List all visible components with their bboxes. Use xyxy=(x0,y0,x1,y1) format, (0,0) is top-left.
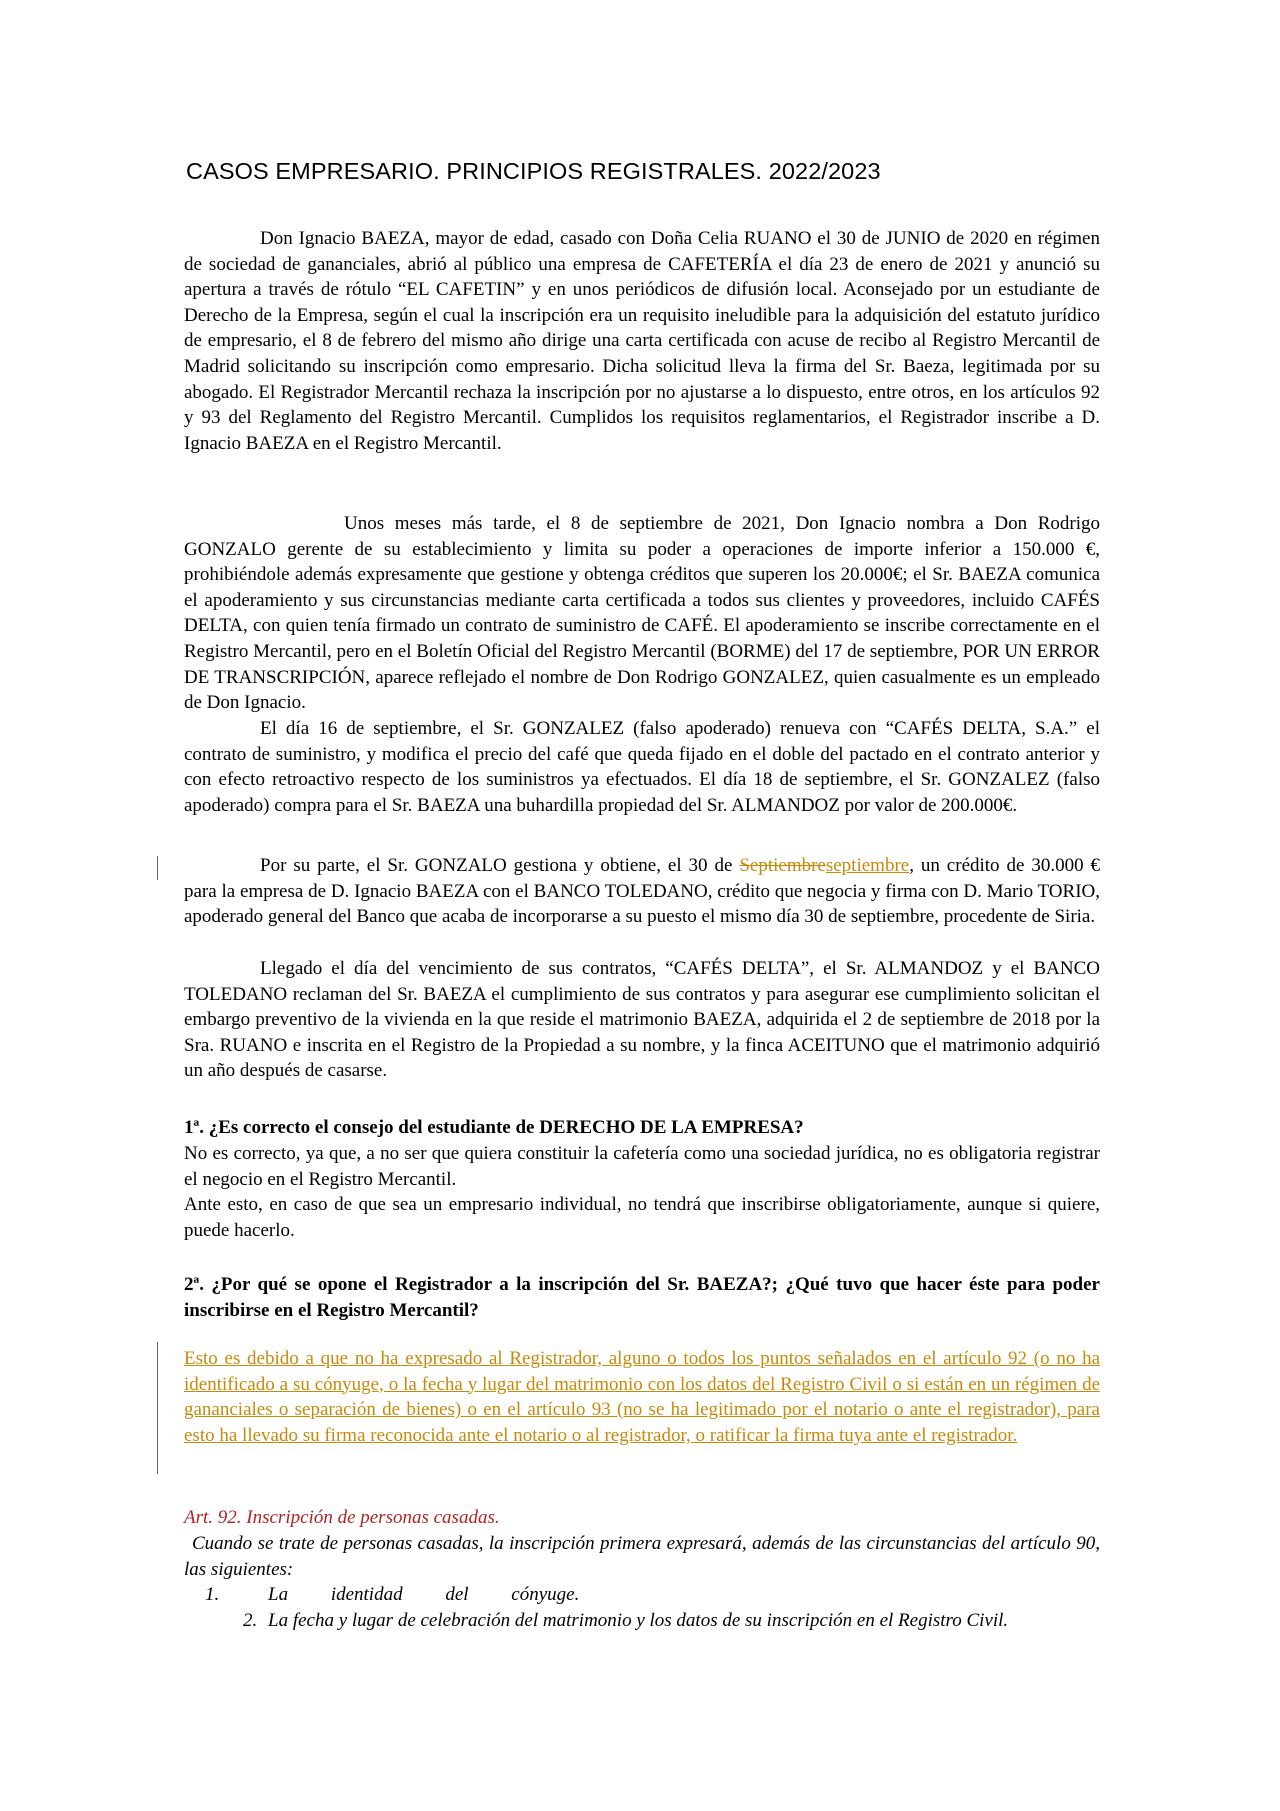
paragraph-credito-text-start: Por su parte, el Sr. GONZALO gestiona y obtiene, el 30 de xyxy=(260,855,740,876)
deleted-text: Septiembre xyxy=(739,855,826,876)
question-1: 1ª. ¿Es correcto el consejo del estudiante de DERECHO DE LA EMPRESA? xyxy=(184,1117,804,1138)
article-list xyxy=(184,1582,1178,1633)
paragraph-credito-text-end: , un crédito de 30.000 € para la empresa de D. Ignacio BAEZA con el BANCO TOLEDANO, crédito que negocia y firma con D. Mario TORIO, apoderado general del Banco que acaba de incorporarse a su puesto el mismo día 30 de septiembre, procedente de Siria. xyxy=(184,855,1101,928)
inserted-text: septiembre xyxy=(825,855,910,876)
paragraph-intro: Don Ignacio BAEZA, mayor de edad, casado con Doña Celia RUANO el 30 de JUNIO de 2020 en régimen de sociedad de gananciales, abrió al público una empresa de CAFETERÍA el día 23 de enero de 2021 y anunció su apertura a través de rótulo “EL CAFETIN” y en unos periódicos de difusión local. Aconsejado por un estudiante de Derecho de la Empresa, según el cual la inscripción era un requisito ineludible para la adquisición del estatuto jurídico de empresario, el 8 de febrero del mismo año dirige una carta certificada con acuse de recibo al Registro Mercantil de Madrid solicitando su inscripción como empresario. Dicha solicitud lleva la firma del Sr. Baeza, legitimada por su abogado. El Registrador Mercantil rechaza la inscripción por no ajustarse a lo dispuesto, entre otros, en los artículos 92 y 93 del Reglamento del Registro Mercantil. Cumplidos los requisitos reglamentarios, el Registrador inscribe a D. Ignacio BAEZA en el Registro Mercantil. xyxy=(184,228,1100,454)
answer-1-part-1: No es correcto, ya que, a no ser que quiera constituir la cafetería como una sociedad jurídica, no es obligatoria registrar el negocio en el Registro Mercantil. xyxy=(184,1143,1100,1190)
paragraph-vencimiento: Llegado el día del vencimiento de sus contratos, “CAFÉS DELTA”, el Sr. ALMANDOZ y el BANCO TOLEDANO reclaman del Sr. BAEZA el cumplimiento de sus contratos y para asegurar ese cumplimiento solicitan el embargo preventivo de la vivienda en la que reside el matrimonio BAEZA, adquirida el 2 de septiembre de 2018 por la Sra. RUANO e inscrita en el Registro de la Propiedad a su nombre, y la finca ACEITUNO que el matrimonio adquirió un año después de casarse. xyxy=(184,958,1100,1082)
question-2: 2ª. ¿Por qué se opone el Registrador a la inscripción del Sr. BAEZA?; ¿Qué tuvo que hacer éste para poder inscribirse en el Registro Mercantil? xyxy=(184,1274,1100,1321)
paragraph-apoderamiento: Unos meses más tarde, el 8 de septiembre de 2021, Don Ignacio nombra a Don Rodrigo GONZALO gerente de su establecimiento y limita su poder a operaciones de importe inferior a 150.000 €, prohibiéndole además expresamente que gestione y obtenga créditos que superen los 20.000€; el Sr. BAEZA comunica el apoderamiento y sus circunstancias mediante carta certificada a todos sus clientes y proveedores, incluido CAFÉS DELTA, con quien tenía firmado un contrato de suministro de CAFÉ. El apoderamiento se inscribe correctamente en el Registro Mercantil, pero en el Boletín Oficial del Registro Mercantil (BORME) del 17 de septiembre, POR UN ERROR DE TRANSCRIPCIÓN, aparece reflejado el nombre de Don Rodrigo GONZALEZ, quien casualmente es un empleado de Don Ignacio. xyxy=(184,513,1100,714)
article-title: Art. 92. Inscripción de personas casadas. xyxy=(184,1507,500,1528)
change-bar xyxy=(157,1342,158,1474)
document-title: CASOS EMPRESARIO. PRINCIPIOS REGISTRALES. 2022/2023 xyxy=(186,158,881,184)
article-intro: Cuando se trate de personas casadas, la inscripción primera expresará, además de las circunstancias del artículo 90, las siguientes: xyxy=(184,1533,1100,1580)
change-bar xyxy=(157,856,158,880)
answer-2: Esto es debido a que no ha expresado al Registrador, alguno o todos los puntos señalados en el artículo 92 (o no ha identificado a su cónyuge, o la fecha y lugar del matrimonio con los datos del Registro Civil o si están en un régimen de gananciales o separación de bienes) o en el artículo 93 (no se ha legitimado por el notario o ante el registrador), para esto ha llevado su firma reconocida ante el notario o al registrador, o ratificar la firma tuya ante el registrador. xyxy=(184,1348,1100,1446)
article-list-item: 1. La identidad del cónyuge. xyxy=(262,1582,1178,1608)
paragraph-credito xyxy=(184,853,1100,930)
answer-1-part-2: Ante esto, en caso de que sea un empresario individual, no tendrá que inscribirse obligatoriamente, aunque si quiere, puede hacerlo. xyxy=(184,1194,1100,1241)
paragraph-falso-apoderado: El día 16 de septiembre, el Sr. GONZALEZ (falso apoderado) renueva con “CAFÉS DELTA, S.A.” el contrato de suministro, y modifica el precio del café que queda fijado en el doble del pactado en el contrato anterior y con efecto retroactivo respecto de los suministros ya efectuados. El día 18 de septiembre, el Sr. GONZALEZ (falso apoderado) compra para el Sr. BAEZA una buhardilla propiedad del Sr. ALMANDOZ por valor de 200.000€. xyxy=(184,718,1100,816)
article-list-item: 2. La fecha y lugar de celebración del matrimonio y los datos de su inscripción en el Registro Civil. xyxy=(262,1608,1178,1634)
